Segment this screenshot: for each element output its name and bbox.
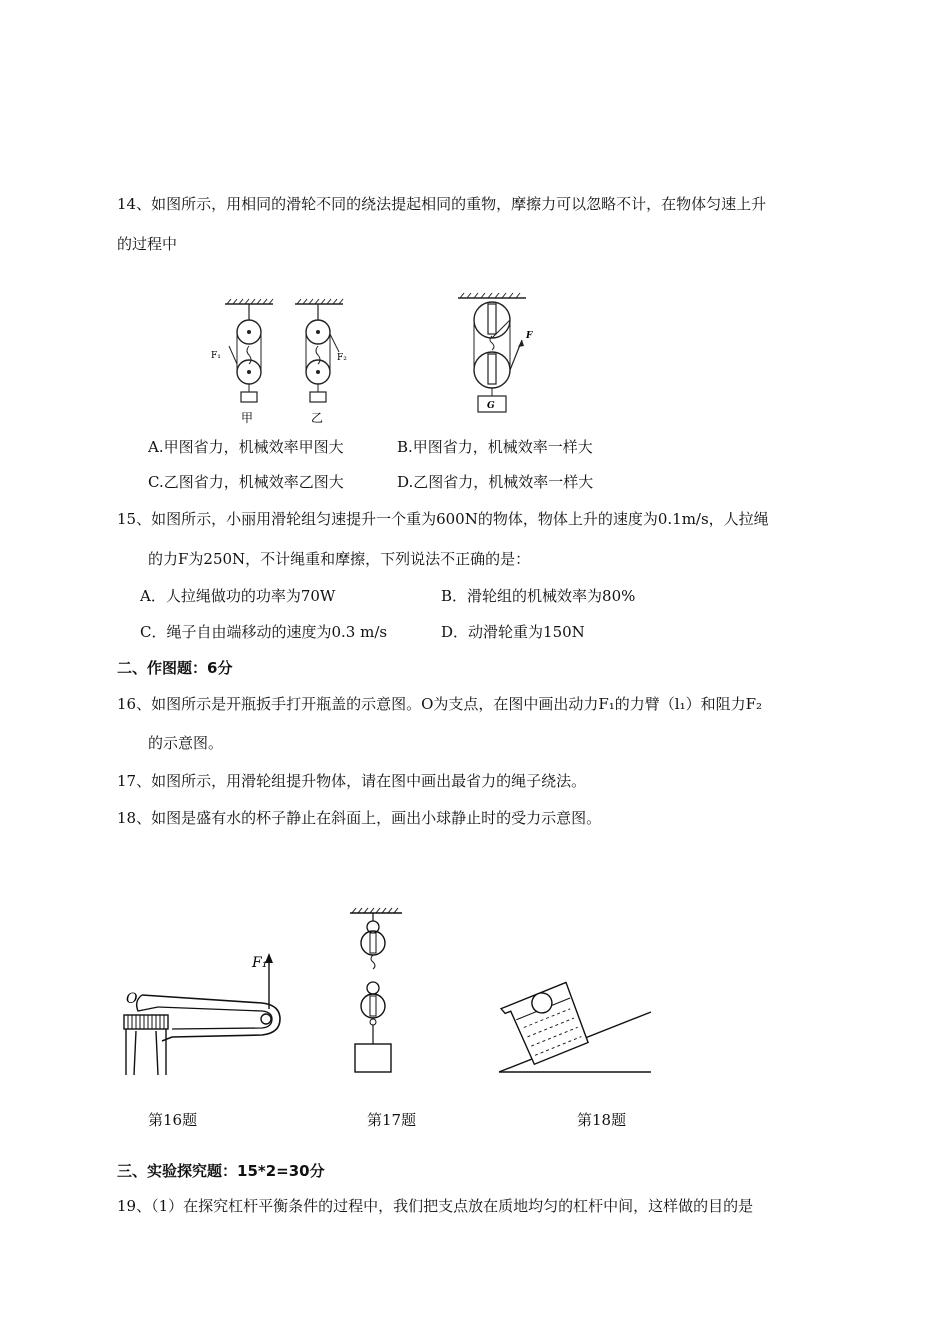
q16-bottle-opener-figure [112,945,302,1077]
q15-option-b: B．滑轮组的机械效率为80% [441,587,636,605]
q15-option-d: D．动滑轮重为150N [441,623,585,641]
q15-pulley-figure [450,290,550,418]
section-2-title: 二、作图题：6分 [117,659,233,677]
g-label: G [487,401,495,411]
caption-q16: 第16题 [148,1111,198,1129]
q19-stem-line1: 19、（1）在探究杠杆平衡条件的过程中，我们把支点放在质地均匀的杠杆中间，这样做的目的是 [117,1197,754,1215]
f-label: F [526,331,533,341]
q15-stem-line2: 的力F为250N，不计绳重和摩擦，下列说法不正确的是： [148,550,531,568]
q14-figure-jia-yi [205,294,355,426]
caption-q18: 第18题 [577,1111,627,1129]
section-3-title: 三、实验探究题：15*2=30分 [117,1162,325,1180]
fulcrum-o-label: O [126,991,138,1007]
q15-stem-line1: 15、如图所示，小丽用滑轮组匀速提升一个重为600N的物体，物体上升的速度为0.1m/s，人拉绳 [117,510,769,528]
q14-option-c: C.乙图省力，机械效率乙图大 [148,473,344,491]
f2-label: F₂ [337,353,347,363]
q18-stem: 18、如图是盛有水的杯子静止在斜面上，画出小球静止时的受力示意图。 [117,809,602,827]
q15-option-c: C．绳子自由端移动的速度为0.3 m/s [140,623,388,641]
q14-option-a: A.甲图省力，机械效率甲图大 [148,438,344,456]
q14-stem-line1: 14、如图所示，用相同的滑轮不同的绕法提起相同的重物，摩擦力可以忽略不计，在物体匀速上升 [117,195,767,213]
q16-stem-line1: 16、如图所示是开瓶扳手打开瓶盖的示意图。O为支点，在图中画出动力F₁的力臂（l₁）和阻力F₂ [117,695,763,713]
q17-stem: 17、如图所示，用滑轮组提升物体，请在图中画出最省力的绳子绕法。 [117,772,587,790]
q18-cup-incline-figure [495,970,655,1076]
f1-label: F₁ [211,351,221,361]
yi-label: 乙 [311,411,324,425]
q14-option-b: B.甲图省力，机械效率一样大 [397,438,593,456]
q15-option-a: A．人拉绳做功的功率为70W [140,587,336,605]
f1-force-label: F₁ [252,955,268,971]
q17-pulley-figure [346,907,406,1077]
caption-q17: 第17题 [367,1111,417,1129]
q14-stem-line2: 的过程中 [117,235,178,253]
q14-option-d: D.乙图省力，机械效率一样大 [397,473,594,491]
jia-label: 甲 [241,411,254,425]
q16-stem-line2: 的示意图。 [148,734,224,752]
